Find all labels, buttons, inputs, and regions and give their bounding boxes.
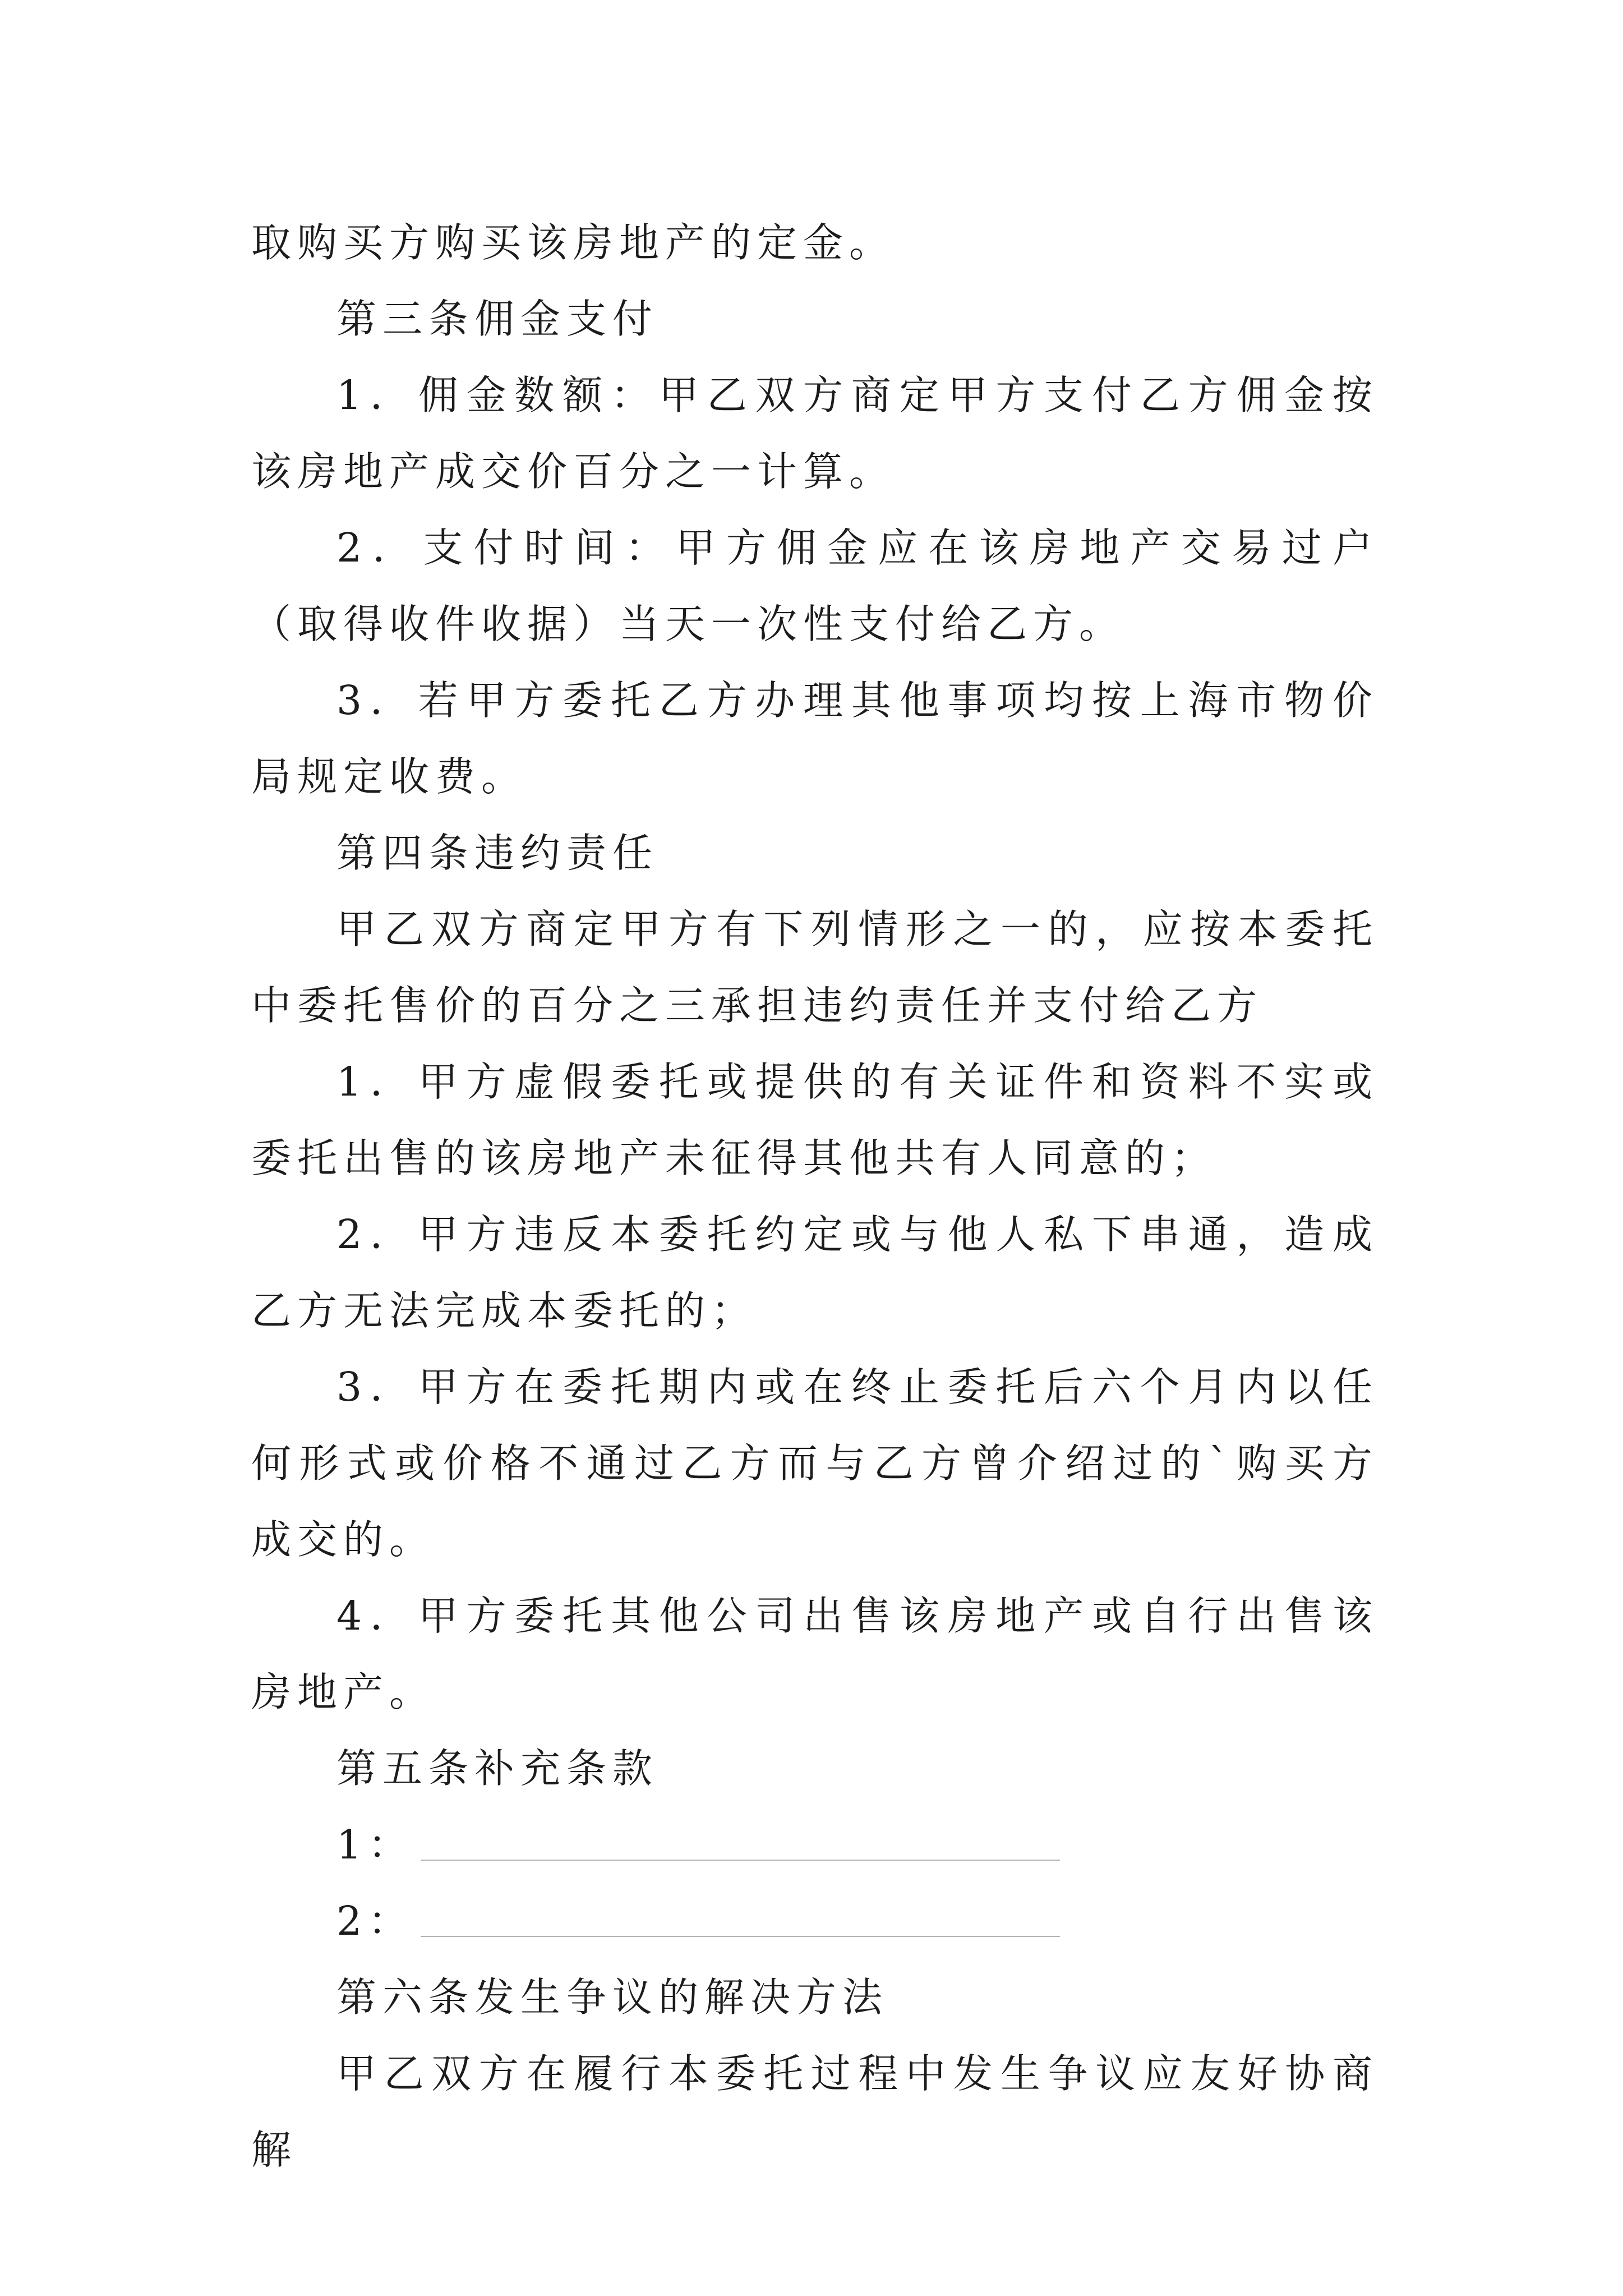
paragraph-commission-amount: 1．佣金数额：甲乙双方商定甲方支付乙方佣金按该房地产成交价百分之一计算。 [251, 372, 1378, 495]
supplement-item-1-label: 1： [336, 1821, 414, 1868]
supplement-item-2 [251, 1883, 1378, 1959]
paragraph-breach-item-2: 2．甲方违反本委托约定或与他人私下串通，造成乙方无法完成本委托的； [251, 1211, 1378, 1334]
paragraph-other-matters: 3．若甲方委托乙方办理其他事项均按上海市物价局规定收费。 [251, 677, 1378, 800]
heading-article-4: 第四条违约责任 [336, 830, 659, 876]
contract-body [251, 205, 1378, 2188]
blank-fill-line [421, 1936, 1060, 1937]
paragraph-deposit-continuation: 取购买方购买该房地产的定金。 [251, 219, 896, 266]
heading-article-5: 第五条补充条款 [336, 1745, 659, 1792]
heading-article-6: 第六条发生争议的解决方法 [336, 1974, 889, 2021]
paragraph-breach-intro: 甲乙双方商定甲方有下列情形之一的，应按本委托中委托售价的百分之三承担违约责任并支付给乙方 [251, 906, 1378, 1029]
paragraph-breach-item-4: 4．甲方委托其他公司出售该房地产或自行出售该房地产。 [251, 1593, 1378, 1715]
paragraph-dispute-resolution: 甲乙双方在履行本委托过程中发生争议应友好协商解 [251, 2050, 1378, 2173]
paragraph-breach-item-1: 1．甲方虚假委托或提供的有关证件和资料不实或委托出售的该房地产未征得其他共有人同意的； [251, 1059, 1378, 1181]
paragraph-payment-time: 2．支付时间：甲方佣金应在该房地产交易过户（取得收件收据）当天一次性支付给乙方。 [251, 524, 1378, 647]
paragraph-breach-item-3: 3．甲方在委托期内或在终止委托后六个月内以任何形式或价格不通过乙方而与乙方曾介绍过的`购买方成交的。 [251, 1364, 1378, 1563]
heading-article-3: 第三条佣金支付 [336, 296, 659, 342]
blank-fill-line [421, 1860, 1060, 1861]
supplement-item-1 [251, 1807, 1378, 1883]
supplement-item-2-label: 2： [336, 1898, 414, 1944]
